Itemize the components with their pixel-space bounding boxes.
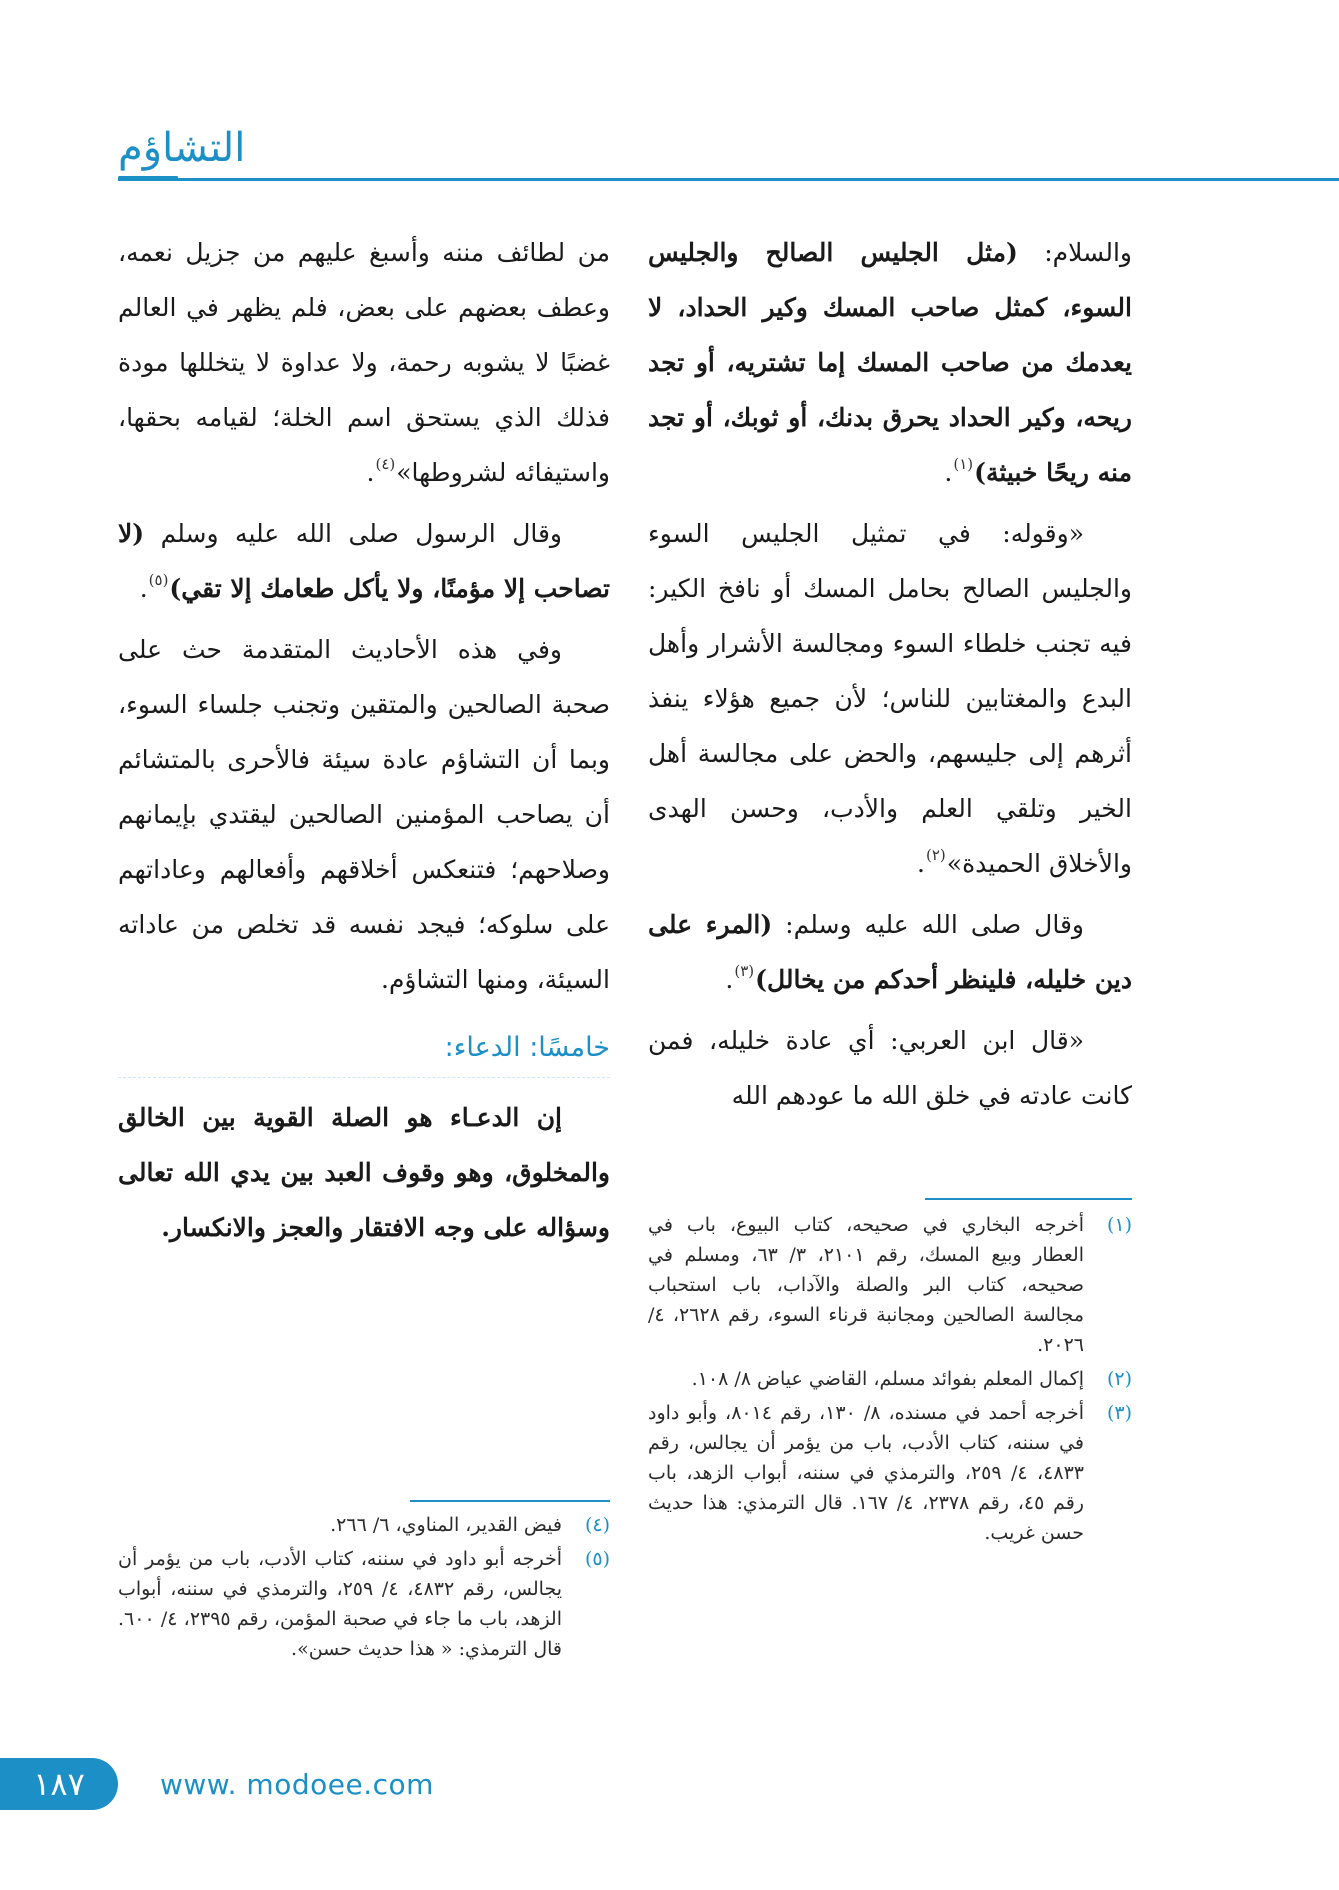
footnotes-left — [118, 1510, 610, 1668]
footnote-text: إكمال المعلم بفوائد مسلم، القاضي عياض ٨/ ١٠٨. — [691, 1368, 1084, 1390]
paragraph-conclusion — [118, 622, 610, 1007]
footnote-text: فيض القدير، المناوي، ٦/ ٢٦٦. — [330, 1514, 562, 1536]
hadith-quote: (المرء على دين خليله، فلينظر أحدكم من يخالل) — [648, 910, 1132, 994]
paragraph-dua — [118, 1090, 610, 1255]
running-header-title: التشاؤم — [118, 125, 246, 171]
header-rule — [118, 178, 1339, 181]
section-heading: خامسًا: الدعاء: — [118, 1019, 610, 1078]
paragraph-hadith-believer — [118, 506, 610, 616]
footnote-ref-4[interactable]: (٤) — [375, 455, 396, 473]
paragraph-lead: وقال صلى الله عليه وسلم: — [772, 910, 1084, 939]
right-column — [648, 225, 1132, 1129]
paragraph-text: من لطائف مننه وأسبغ عليهم من جزيل نعمه، وعطف بعضهم على بعض، فلم يظهر في العالم غضبًا لا يشوبه رحمة، ولا عداوة لا يتخللها مودة فذلك الذي يستحق اسم الخلة؛ لقيامه بحقها، واستيفائه لشروطها» — [118, 238, 610, 487]
paragraph-tail: . — [139, 574, 148, 603]
hadith-quote: (مثل الجليس الصالح والجليس السوء، كمثل صاحب المسك وكير الحداد، لا يعدمك من صاحب المسك إما تشتريه، أو تجد ريحه، وكير الحداد يحرق بدنك، أو ثوبك، أو تجد منه ريحًا خبيثة) — [648, 238, 1132, 487]
footnote-ref-3[interactable]: (٣) — [734, 962, 755, 980]
footnote-number: (٤) — [584, 1514, 610, 1536]
footnote-divider — [410, 1500, 610, 1502]
paragraph-tail: . — [725, 965, 734, 994]
footnote-number: (٣) — [1106, 1402, 1132, 1424]
footnote-text: أخرجه البخاري في صحيحه، كتاب البيوع، باب في العطار وبيع المسك، رقم ٢١٠١، ٣/ ٦٣، ومسلم في صحيحه، كتاب البر والصلة والآداب، باب استحباب مجالسة الصالحين ومجانبة قرناء السوء، رقم ٢٦٢٨، ٤/ ٢٠٢٦. — [648, 1214, 1084, 1356]
paragraph-tail: . — [366, 458, 375, 487]
page-number-badge: ١٨٧ — [0, 1758, 118, 1810]
footnote-item — [648, 1210, 1132, 1360]
footnote-ref-5[interactable]: (٥) — [148, 571, 169, 589]
footnotes-right — [648, 1210, 1132, 1552]
paragraph-lead: والسلام: — [1017, 238, 1132, 267]
paragraph-hadith-friend — [648, 897, 1132, 1007]
paragraph-text: «وقوله: في تمثيل الجليس السوء والجليس الصالح بحامل المسك أو نافخ الكير: فيه تجنب خلطاء السوء ومجالسة الأشرار وأهل البدع والمغتابين للناس؛ لأن جميع هؤلاء ينفذ أثرهم إلى جليسهم، والحض على مجالسة أهل الخير وتلقي العلم والأدب، وحسن الهدى والأخلاق الحميدة» — [648, 519, 1132, 878]
paragraph-tail: . — [944, 458, 953, 487]
footnote-item — [648, 1364, 1132, 1394]
footnote-number: (١) — [1106, 1214, 1132, 1236]
left-column — [118, 225, 610, 1261]
website-link[interactable]: www. modoee.com — [160, 1768, 434, 1801]
paragraph-hadith-companion — [648, 225, 1132, 500]
paragraph-lead: وقال الرسول صلى الله عليه وسلم — [144, 519, 562, 548]
footnote-item — [648, 1398, 1132, 1548]
paragraph-text: وفي هذه الأحاديث المتقدمة حث على صحبة الصالحين والمتقين وتجنب جلساء السوء، وبما أن التشاؤم عادة سيئة فالأحرى بالمتشائم أن يصاحب المؤمنين الصالحين ليقتدي بإيمانهم وصلاحهم؛ فتنعكس أخلاقهم وأفعالهم وعاداتهم على سلوكه؛ فيجد نفسه قد تخلص من عاداته السيئة، ومنها التشاؤم. — [118, 635, 610, 994]
footnote-divider — [925, 1198, 1132, 1200]
footnote-number: (٥) — [584, 1548, 610, 1570]
hadith-quote: (لا تصاحب إلا مؤمنًا، ولا يأكل طعامك إلا تقي) — [118, 519, 610, 603]
footnote-ref-2[interactable]: (٢) — [926, 846, 946, 864]
paragraph-tail: . — [917, 849, 925, 878]
footnote-item — [118, 1510, 610, 1540]
paragraph-text: «قال ابن العربي: أي عادة خليله، فمن كانت عادته في خلق الله ما عودهم الله — [648, 1026, 1132, 1110]
footnote-text: أخرجه أحمد في مسنده، ٨/ ١٣٠، رقم ٨٠١٤، وأبو داود في سننه، كتاب الأدب، باب من يؤمر أن يجالس، رقم ٤٨٣٣، ٤/ ٢٥٩، والترمذي في سننه، أبواب الزهد، باب رقم ٤٥، رقم ٢٣٧٨، ٤/ ١٦٧. قال الترمذي: هذا حديث حسن غريب. — [648, 1402, 1084, 1544]
footnote-number: (٢) — [1106, 1368, 1132, 1390]
paragraph-ibn-arabi — [648, 1013, 1132, 1123]
footnote-item — [118, 1544, 610, 1664]
paragraph-commentary — [648, 506, 1132, 891]
paragraph-text: إن الدعـاء هو الصلة القوية بين الخالق والمخلوق، وهو وقوف العبد بين يدي الله تعالى وسؤاله على وجه الافتقار والعجز والانكسار. — [118, 1103, 610, 1242]
footnote-ref-1[interactable]: (١) — [953, 455, 974, 473]
footnote-text: أخرجه أبو داود في سننه، كتاب الأدب، باب من يؤمر أن يجالس، رقم ٤٨٣٢، ٤/ ٢٥٩، والترمذي في سننه، أبواب الزهد، باب ما جاء في صحبة المؤمن، رقم ٢٣٩٥، ٤/ ٦٠٠. قال الترمذي: « هذا حديث حسن». — [118, 1548, 563, 1660]
paragraph-continuation — [118, 225, 610, 500]
